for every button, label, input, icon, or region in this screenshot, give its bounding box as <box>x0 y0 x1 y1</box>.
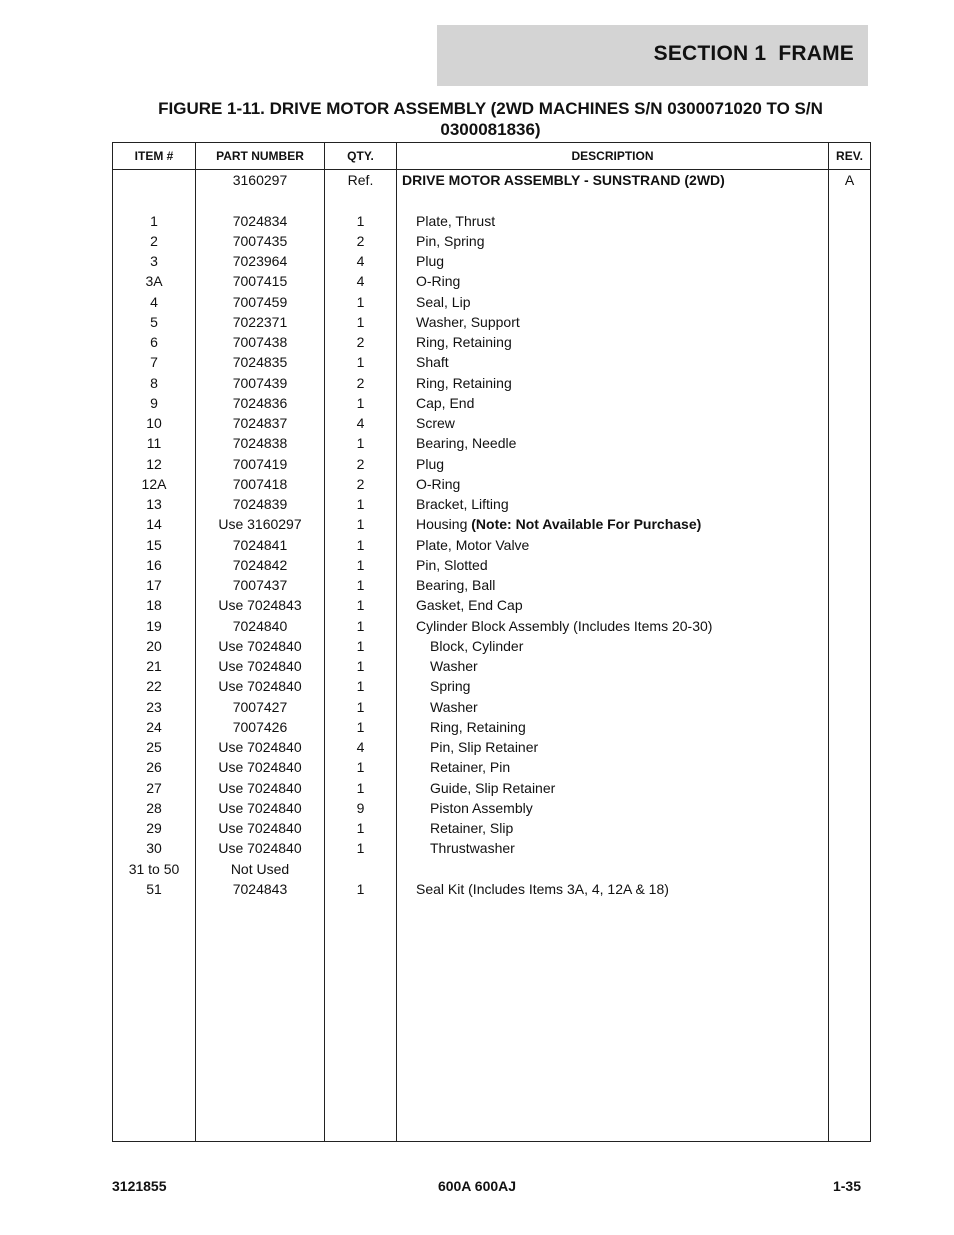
table-row <box>113 656 871 676</box>
table-row <box>113 616 871 636</box>
qty-cell: 1 <box>325 433 397 453</box>
description-cell <box>397 636 829 656</box>
description-text: Cap, End <box>416 394 475 411</box>
part-number-cell: Use 7024840 <box>196 778 325 798</box>
footer-page-number: 1-35 <box>832 1178 861 1194</box>
rev-cell <box>829 656 871 676</box>
rev-cell <box>829 838 871 858</box>
table-row <box>113 312 871 332</box>
item-cell: 11 <box>113 433 196 453</box>
description-cell <box>397 454 829 474</box>
description-cell <box>397 292 829 312</box>
table-row <box>113 514 871 534</box>
table-row <box>113 170 871 191</box>
part-number-cell: Use 7024843 <box>196 595 325 615</box>
description-text: Plug <box>416 253 445 270</box>
qty-cell <box>325 859 397 879</box>
qty-cell: 4 <box>325 737 397 757</box>
description-text: Pin, Spring <box>416 232 485 249</box>
description-cell <box>397 575 829 595</box>
rev-cell <box>829 535 871 555</box>
qty-cell: 4 <box>325 271 397 291</box>
description-cell <box>397 818 829 838</box>
description-text: Seal Kit (Includes Items 3A, 4, 12A & 18) <box>416 880 669 897</box>
description-cell <box>397 595 829 615</box>
qty-cell: 2 <box>325 373 397 393</box>
item-cell: 5 <box>113 312 196 332</box>
rev-cell <box>829 474 871 494</box>
description-text: Washer <box>430 658 478 675</box>
parts-table <box>112 142 871 1142</box>
description-cell <box>397 859 829 879</box>
qty-cell: 1 <box>325 697 397 717</box>
description-text: Shaft <box>416 354 449 371</box>
item-cell: 22 <box>113 676 196 696</box>
description-text: Ring, Retaining <box>430 718 526 735</box>
rev-cell <box>829 778 871 798</box>
qty-cell: 1 <box>325 595 397 615</box>
rev-cell <box>829 454 871 474</box>
part-number-cell: 7024834 <box>196 211 325 231</box>
item-cell: 12 <box>113 454 196 474</box>
rev-cell <box>829 494 871 514</box>
table-row <box>113 190 871 210</box>
part-number-cell: 7007426 <box>196 717 325 737</box>
table-row <box>113 555 871 575</box>
qty-cell: 1 <box>325 879 397 899</box>
qty-cell: 1 <box>325 676 397 696</box>
rev-cell <box>829 393 871 413</box>
item-cell: 18 <box>113 595 196 615</box>
item-cell: 4 <box>113 292 196 312</box>
description-cell <box>397 312 829 332</box>
description-text: Spring <box>430 678 471 695</box>
part-number-cell: 7007427 <box>196 697 325 717</box>
description-text: Bearing, Needle <box>416 435 517 452</box>
description-text: Plate, Thrust <box>416 212 496 229</box>
item-cell <box>113 170 196 191</box>
item-cell: 29 <box>113 818 196 838</box>
table-row <box>113 636 871 656</box>
table-row <box>113 373 871 393</box>
qty-cell: 1 <box>325 656 397 676</box>
description-text: Pin, Slotted <box>416 556 488 573</box>
col-header-item: ITEM # <box>113 143 196 170</box>
part-number-cell: Use 7024840 <box>196 636 325 656</box>
qty-cell: 2 <box>325 231 397 251</box>
part-number-cell: Use 7024840 <box>196 676 325 696</box>
qty-cell: 2 <box>325 332 397 352</box>
table-row <box>113 697 871 717</box>
part-number-cell: 7024840 <box>196 616 325 636</box>
description-cell <box>397 271 829 291</box>
part-number-cell: 7007415 <box>196 271 325 291</box>
col-header-part-number: PART NUMBER <box>196 143 325 170</box>
table-row <box>113 231 871 251</box>
table-row <box>113 676 871 696</box>
description-cell <box>397 170 829 191</box>
qty-cell: 4 <box>325 251 397 271</box>
col-header-qty: QTY. <box>325 143 397 170</box>
table-row <box>113 798 871 818</box>
table-row <box>113 838 871 858</box>
part-number-cell: Use 7024840 <box>196 656 325 676</box>
item-cell <box>113 190 196 210</box>
rev-cell <box>829 373 871 393</box>
rev-cell <box>829 737 871 757</box>
table-row <box>113 352 871 372</box>
item-cell: 28 <box>113 798 196 818</box>
parts-table-body <box>113 170 871 1142</box>
description-cell <box>397 778 829 798</box>
qty-cell: 1 <box>325 838 397 858</box>
description-text: Bracket, Lifting <box>416 496 509 513</box>
rev-cell <box>829 697 871 717</box>
description-cell <box>397 211 829 231</box>
item-cell: 1 <box>113 211 196 231</box>
description-text: Washer <box>430 698 478 715</box>
rev-cell <box>829 879 871 899</box>
qty-cell: 1 <box>325 717 397 737</box>
item-cell: 8 <box>113 373 196 393</box>
item-cell: 15 <box>113 535 196 555</box>
filler-cell <box>829 899 871 1142</box>
table-row <box>113 433 871 453</box>
description-text: Block, Cylinder <box>430 637 524 654</box>
rev-cell <box>829 636 871 656</box>
qty-cell: 2 <box>325 454 397 474</box>
rev-cell <box>829 271 871 291</box>
description-cell <box>397 190 829 210</box>
rev-cell <box>829 332 871 352</box>
rev-cell <box>829 757 871 777</box>
item-cell: 30 <box>113 838 196 858</box>
part-number-cell: Not Used <box>196 859 325 879</box>
description-text: Ring, Retaining <box>416 334 512 351</box>
item-cell: 7 <box>113 352 196 372</box>
description-text: Plate, Motor Valve <box>416 536 530 553</box>
filler-cell <box>196 899 325 1142</box>
description-text: DRIVE MOTOR ASSEMBLY - SUNSTRAND (2WD) <box>402 172 725 189</box>
rev-cell <box>829 514 871 534</box>
description-text: O-Ring <box>416 273 461 290</box>
description-cell <box>397 494 829 514</box>
item-cell: 23 <box>113 697 196 717</box>
qty-cell: 1 <box>325 757 397 777</box>
description-text: Washer, Support <box>416 313 520 330</box>
description-cell <box>397 433 829 453</box>
table-row <box>113 535 871 555</box>
part-number-cell: 7007418 <box>196 474 325 494</box>
footer-model: 600A 600AJ <box>437 1178 517 1194</box>
qty-cell: 1 <box>325 555 397 575</box>
part-number-cell: 7024837 <box>196 413 325 433</box>
item-cell: 24 <box>113 717 196 737</box>
figure-title: FIGURE 1-11. DRIVE MOTOR ASSEMBLY (2WD MACHINES S/N 0300071020 TO S/N 0300081836) <box>158 99 823 139</box>
item-cell: 25 <box>113 737 196 757</box>
qty-cell: 1 <box>325 292 397 312</box>
rev-cell: A <box>829 170 871 191</box>
part-number-cell: 7024835 <box>196 352 325 372</box>
description-cell <box>397 676 829 696</box>
description-cell <box>397 879 829 899</box>
item-cell: 6 <box>113 332 196 352</box>
table-row <box>113 859 871 879</box>
item-cell: 16 <box>113 555 196 575</box>
section-header <box>437 25 868 86</box>
qty-cell: 1 <box>325 494 397 514</box>
description-cell <box>397 656 829 676</box>
description-cell <box>397 616 829 636</box>
part-number-cell: 7022371 <box>196 312 325 332</box>
qty-cell <box>325 190 397 210</box>
description-text: Pin, Slip Retainer <box>430 739 539 756</box>
filler-cell <box>113 899 196 1142</box>
rev-cell <box>829 818 871 838</box>
table-row <box>113 595 871 615</box>
part-number-cell: Use 7024840 <box>196 838 325 858</box>
table-row <box>113 393 871 413</box>
table-row <box>113 332 871 352</box>
description-cell <box>397 413 829 433</box>
rev-cell <box>829 595 871 615</box>
item-cell: 14 <box>113 514 196 534</box>
qty-cell: 1 <box>325 535 397 555</box>
footer-doc-number: 3121855 <box>112 1178 167 1194</box>
table-row <box>113 717 871 737</box>
part-number-cell: 7024843 <box>196 879 325 899</box>
description-cell <box>397 393 829 413</box>
part-number-cell: Use 3160297 <box>196 514 325 534</box>
table-row <box>113 879 871 899</box>
part-number-cell: Use 7024840 <box>196 798 325 818</box>
rev-cell <box>829 859 871 879</box>
part-number-cell: 7007438 <box>196 332 325 352</box>
item-cell: 12A <box>113 474 196 494</box>
item-cell: 3A <box>113 271 196 291</box>
qty-cell: 1 <box>325 818 397 838</box>
qty-cell: 1 <box>325 312 397 332</box>
description-cell <box>397 798 829 818</box>
table-header-row <box>113 143 871 170</box>
part-number-cell: 7007419 <box>196 454 325 474</box>
part-number-cell: Use 7024840 <box>196 737 325 757</box>
qty-cell: 1 <box>325 352 397 372</box>
rev-cell <box>829 231 871 251</box>
qty-cell: 1 <box>325 393 397 413</box>
description-text: O-Ring <box>416 475 461 492</box>
part-number-cell: 7024838 <box>196 433 325 453</box>
description-cell <box>397 251 829 271</box>
description-cell <box>397 697 829 717</box>
description-text: Thrustwasher <box>430 840 515 857</box>
description-cell <box>397 757 829 777</box>
description-text: Screw <box>416 415 455 432</box>
description-cell <box>397 231 829 251</box>
item-cell: 20 <box>113 636 196 656</box>
qty-cell: 1 <box>325 616 397 636</box>
item-cell: 2 <box>113 231 196 251</box>
description-text: Retainer, Pin <box>430 759 511 776</box>
table-row <box>113 271 871 291</box>
description-text: Seal, Lip <box>416 293 471 310</box>
table-row <box>113 494 871 514</box>
qty-cell: 1 <box>325 575 397 595</box>
filler-cell <box>325 899 397 1142</box>
part-number-cell: 7024836 <box>196 393 325 413</box>
description-cell <box>397 535 829 555</box>
part-number-cell: 7023964 <box>196 251 325 271</box>
item-cell: 19 <box>113 616 196 636</box>
rev-cell <box>829 433 871 453</box>
description-cell <box>397 332 829 352</box>
table-row <box>113 413 871 433</box>
table-row <box>113 454 871 474</box>
table-row <box>113 757 871 777</box>
part-number-cell: 7007437 <box>196 575 325 595</box>
description-cell <box>397 737 829 757</box>
description-text: Bearing, Ball <box>416 577 496 594</box>
rev-cell <box>829 676 871 696</box>
table-filler-row <box>113 899 871 1142</box>
rev-cell <box>829 798 871 818</box>
qty-cell: 1 <box>325 514 397 534</box>
qty-cell: 1 <box>325 778 397 798</box>
table-row <box>113 575 871 595</box>
part-number-cell: Use 7024840 <box>196 818 325 838</box>
description-text: Guide, Slip Retainer <box>430 779 556 796</box>
item-cell: 31 to 50 <box>113 859 196 879</box>
rev-cell <box>829 413 871 433</box>
item-cell: 21 <box>113 656 196 676</box>
description-cell <box>397 514 829 534</box>
description-cell <box>397 838 829 858</box>
table-row <box>113 818 871 838</box>
part-number-cell: 7024842 <box>196 555 325 575</box>
item-cell: 51 <box>113 879 196 899</box>
part-number-cell: 7007459 <box>196 292 325 312</box>
table-row <box>113 251 871 271</box>
description-note: (Note: Not Available For Purchase) <box>471 516 702 533</box>
item-cell: 13 <box>113 494 196 514</box>
description-text: Piston Assembly <box>430 799 533 816</box>
part-number-cell: 3160297 <box>196 170 325 191</box>
description-text: Retainer, Slip <box>430 820 514 837</box>
item-cell: 3 <box>113 251 196 271</box>
description-text: Gasket, End Cap <box>416 597 523 614</box>
rev-cell <box>829 555 871 575</box>
item-cell: 26 <box>113 757 196 777</box>
part-number-cell: 7024841 <box>196 535 325 555</box>
rev-cell <box>829 211 871 231</box>
description-text: Cylinder Block Assembly (Includes Items 20-30) <box>416 617 713 634</box>
part-number-cell: 7007435 <box>196 231 325 251</box>
table-row <box>113 737 871 757</box>
description-text: Housing <box>416 516 472 533</box>
part-number-cell: 7007439 <box>196 373 325 393</box>
part-number-cell: Use 7024840 <box>196 757 325 777</box>
part-number-cell: 7024839 <box>196 494 325 514</box>
description-cell <box>397 373 829 393</box>
qty-cell: 1 <box>325 211 397 231</box>
table-row <box>113 474 871 494</box>
qty-cell: 9 <box>325 798 397 818</box>
qty-cell: Ref. <box>325 170 397 191</box>
description-text: Plug <box>416 455 445 472</box>
description-cell <box>397 717 829 737</box>
section-title: SECTION 1 FRAME <box>653 42 854 65</box>
part-number-cell <box>196 190 325 210</box>
item-cell: 10 <box>113 413 196 433</box>
table-row <box>113 292 871 312</box>
rev-cell <box>829 292 871 312</box>
description-cell <box>397 352 829 372</box>
filler-cell <box>397 899 829 1142</box>
rev-cell <box>829 352 871 372</box>
rev-cell <box>829 616 871 636</box>
col-header-description: DESCRIPTION <box>397 143 829 170</box>
col-header-rev: REV. <box>829 143 871 170</box>
qty-cell: 1 <box>325 636 397 656</box>
rev-cell <box>829 251 871 271</box>
rev-cell <box>829 575 871 595</box>
description-cell <box>397 474 829 494</box>
description-text: Ring, Retaining <box>416 374 512 391</box>
item-cell: 27 <box>113 778 196 798</box>
rev-cell <box>829 312 871 332</box>
rev-cell <box>829 190 871 210</box>
item-cell: 17 <box>113 575 196 595</box>
qty-cell: 2 <box>325 474 397 494</box>
table-row <box>113 778 871 798</box>
description-cell <box>397 555 829 575</box>
qty-cell: 4 <box>325 413 397 433</box>
item-cell: 9 <box>113 393 196 413</box>
table-row <box>113 211 871 231</box>
rev-cell <box>829 717 871 737</box>
